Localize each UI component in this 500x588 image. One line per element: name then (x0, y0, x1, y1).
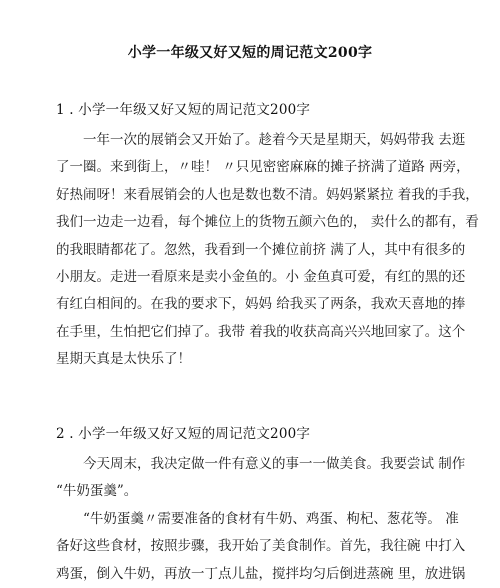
paragraph-line: 我们一边走一边看，每个摊位上的货物五颜六色的， 卖什么的都有，看 (56, 214, 479, 231)
paragraph-line: 星期天真是太快乐了！ (56, 351, 191, 368)
paragraph-line: 了一圈。来到街上，〃哇！ 〃只见密密麻麻的摊子挤满了道路 两旁， (56, 159, 470, 176)
document-title: 小学一年级又好又短的周记范文200字 (127, 45, 373, 61)
paragraph-line: 的我眼睛都花了。忽然，我看到一个摊位前挤 满了人，其中有很多的 (56, 241, 466, 258)
paragraph-line: 备好这些食材，按照步骤，我开始了美食制作。首先，我往碗 中打入 (56, 538, 466, 555)
paragraph-line: “牛奶蛋羹〃需要准备的食材有牛奶、鸡蛋、枸杞、葱花等。 准 (83, 511, 459, 527)
paragraph-line: 鸡蛋，倒入牛奶，再放一丁点儿盐，搅拌均匀后倒进蒸碗 里，放进锅 (56, 565, 466, 582)
section-2-paragraph-1 (56, 451, 466, 506)
section-1-heading: 1 . 小学一年级又好又短的周记范文200字 (56, 102, 311, 118)
section-2-heading: 2 . 小学一年级又好又短的周记范文200字 (56, 426, 311, 442)
section-2-paragraph-2 (56, 506, 466, 588)
paragraph-line: 在手里，生怕把它们掉了。我带 着我的收获高高兴兴地回家了。这个 (56, 323, 466, 340)
paragraph-line: 小朋友。走进一看原来是卖小金鱼的。小 金鱼真可爱，有红的黑的还 (56, 269, 466, 286)
paragraph-line: 一年一次的展销会又开始了。趁着今天是星期天，妈妈带我 去逛 (83, 132, 466, 148)
paragraph-line: 今天周末，我决定做一件有意义的事一一做美食。我要尝试 制作 (83, 456, 466, 472)
paragraph-line: “牛奶蛋羹”。 (56, 483, 138, 500)
paragraph-line: 有红白相间的。在我的要求下，妈妈 给我买了两条，我欢天喜地的捧 (56, 296, 466, 313)
section-1-paragraph (56, 127, 479, 374)
paragraph-line: 好热闹呀！来看展销会的人也是数也数不清。妈妈紧紧拉 着我的手我， (56, 186, 479, 203)
